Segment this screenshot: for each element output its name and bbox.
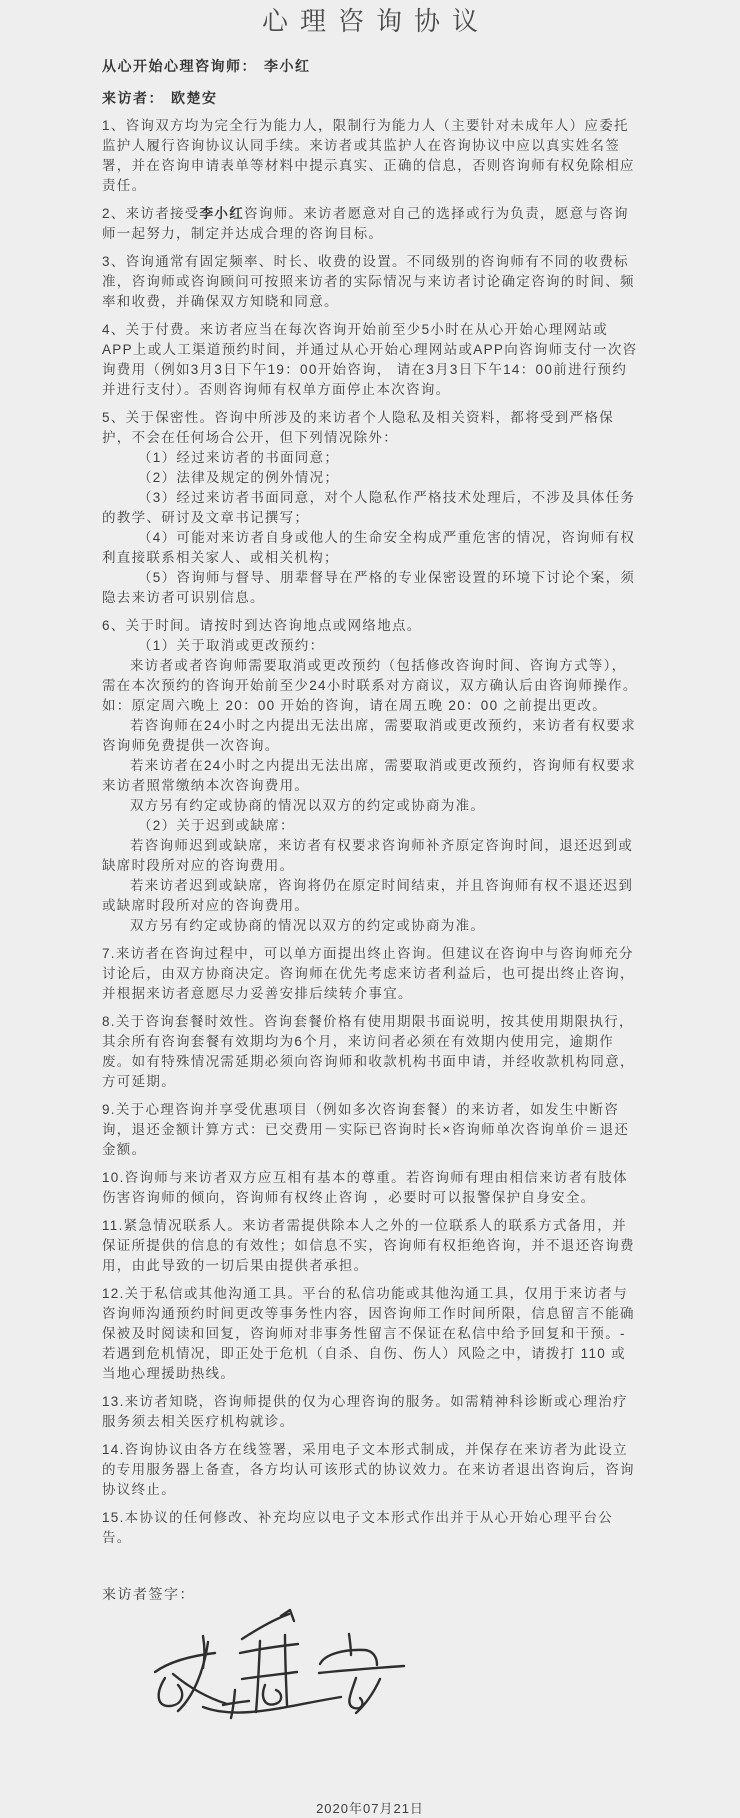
clauses-body: [102, 116, 638, 1548]
clause-2-pre: 2、来访者接受: [102, 206, 200, 221]
clause-6-sub2-p2: 若来访者迟到或缺席，咨询将仍在原定时间结束，并且咨询师有权不退还迟到或缺席时段所对应的咨询费用。: [102, 878, 634, 913]
clause-5-item-3: （3）经过来访者书面同意，对个人隐私作严格技术处理后，不涉及具体任务的教学、研讨及文章书记撰写；: [102, 490, 636, 525]
clause-6-sub1-p1: 来访者或者咨询师需要取消或更改预约（包括修改咨询时间、咨询方式等），需在本次预约的咨询开始前至少24小时联系对方商议，双方确认后由咨询师操作。如：原定周六晚上 20：00 开始的咨询，请在周五晚 20：00 之前提出更改。: [102, 658, 638, 713]
counselor-label: 从心开始心理咨询师：: [102, 58, 257, 74]
clause-6-sub1-p2: 若咨询师在24小时之内提出无法出席，需要取消或更改预约，来访者有权要求咨询师免费提供一次咨询。: [102, 718, 637, 753]
clause-5-item-4: （4）可能对来访者自身或他人的生命安全构成严重危害的情况，咨询师有权利直接联系相关家人、或相关机构；: [102, 530, 636, 565]
clause-1: 1、咨询双方均为完全行为能力人，限制行为能力人（主要针对未成年人）应委托监护人履行咨询协议认同手续。来访者或其监护人在咨询协议中应以真实姓名签署，并在咨询申请表单等材料中提示真实、正确的信息，否则咨询师有权免除相应责任。: [102, 118, 635, 193]
clause-13: 13.来访者知晓，咨询师提供的仅为心理咨询的服务。如需精神科诊断或心理治疗服务须去相关医疗机构就诊。: [102, 1394, 628, 1429]
clause-6: [102, 616, 638, 936]
clause-14: 14.咨询协议由各方在线签署，采用电子文本形式制成，并保存在来访者为此设立的专用服务器上备查，各方均认可该形式的协议效力。在来访者退出咨询后，咨询协议终止。: [102, 1442, 635, 1497]
clause-6-sub2-p1: 若咨询师迟到或缺席，来访者有权要求咨询师补齐原定咨询时间，退还迟到或缺席时段所对应的咨询费用。: [102, 838, 634, 873]
clause-6-sub1-head: （1）关于取消或更改预约：: [138, 638, 325, 653]
agreement-content: [102, 6, 638, 1776]
agreement-date: 2020年07月21日: [316, 1801, 424, 1816]
clause-6-sub1-note: 双方另有约定或协商的情况以双方的约定或协商为准。: [130, 798, 486, 813]
clause-12: 12.关于私信或其他沟通工具。平台的私信功能或其他沟通工具，仅用于来访者与咨询师沟通预约时间更改等事务性内容，因咨询师工作时间所限，信息留言不能确保被及时阅读和回复，咨询师对非事务性留言不保证在私信中给予回复和干预。- 若遇到危机情况，即正处于危机（自杀、自伤、伤人）风险之中，请拨打 110 或当地心理援助热线。: [102, 1286, 635, 1381]
clause-2-post: 咨询师。来访者愿意对自己的选择或行为负责，愿意与咨询师一起努力，制定并达成合理的咨询目标。: [102, 206, 629, 241]
counselor-name: 李小红: [264, 58, 311, 74]
client-name: 欧楚安: [171, 90, 218, 106]
signature-label: 来访者签字：: [102, 1586, 195, 1602]
clause-15: 15.本协议的任何修改、补充均应以电子文本形式作出并于从心开始心理平台公告。: [102, 1510, 614, 1545]
clause-5-item-1: （1）经过来访者的书面同意；: [138, 450, 340, 465]
clause-2-counselor-name: 李小红: [199, 206, 245, 221]
clause-5-head: 5、关于保密性。咨询中所涉及的来访者个人隐私及相关资料，都将受到严格保护，不会在任何场合公开，但下列情况除外：: [102, 410, 615, 445]
clause-10: 10.咨询师与来访者双方应互相有基本的尊重。若咨询师有理由相信来访者有肢体伤害咨询师的倾向，咨询师有权终止咨询 ，必要时可以报警保护自身安全。: [102, 1170, 628, 1205]
clause-6-head: 6、关于时间。请按时到达咨询地点或网络地点。: [102, 618, 422, 633]
clause-11: 11.紧急情况联系人。来访者需提供除本人之外的一位联系人的联系方式备用，并保证所提供的信息的有效性；如信息不实，咨询师有权拒绝咨询，并不退还咨询费用，由此导致的一切后果由提供者承担。: [102, 1218, 635, 1273]
clause-5: [102, 408, 638, 608]
clause-9: 9.关于心理咨询并享受优惠项目（例如多次咨询套餐）的来访者，如发生中断咨询，退还金额计算方式：已交费用－实际已咨询时长×咨询师单次咨询单价＝退还金额。: [102, 1102, 630, 1157]
clause-3: 3、咨询通常有固定频率、时长、收费的设置。不同级别的咨询师有不同的收费标准，咨询师或咨询顾问可按照来访者的实际情况与来访者讨论确定咨询的时间、频率和收费，并确保双方知晓和同意。: [102, 254, 635, 309]
client-signature: [140, 1608, 440, 1776]
page-title: 心理咨询协议: [261, 6, 490, 36]
clause-4: 4、关于付费。来访者应当在每次咨询开始前至少5小时在从心开始心理网站或APP上或人工渠道预约时间，并通过从心开始心理网站或APP向咨询师支付一次咨询费用（例如3月3日下午19：00开始咨询， 请在3月3日下午14：00前进行预约并进行支付）。否则咨询师有权单方面停止本次咨询。: [102, 322, 638, 397]
clause-5-item-2: （2）法律及规定的例外情况；: [138, 470, 340, 485]
clause-5-item-5: （5）咨询师与督导、朋辈督导在严格的专业保密设置的环境下讨论个案，须隐去来访者可识别信息。: [102, 570, 636, 605]
clause-7: 7.来访者在咨询过程中，可以单方面提出终止咨询。但建议在咨询中与咨询师充分讨论后，由双方协商决定。咨询师在优先考虑来访者利益后，也可提出终止咨询，并根据来访者意愿尽力妥善安排后续转介事宜。: [102, 946, 635, 1001]
clause-6-sub2-head: （2）关于迟到或缺席：: [138, 818, 295, 833]
clause-6-sub2-note: 双方另有约定或协商的情况以双方的约定或协商为准。: [130, 918, 486, 933]
client-line: [102, 88, 638, 108]
clause-2: [102, 204, 638, 244]
clause-8: 8.关于咨询套餐时效性。咨询套餐价格有使用期限书面说明，按其使用期限执行，其余所有咨询套餐有效期均为6个月，来访问者必须在有效期内使用完，逾期作废。如有特殊情况需延期必须向咨询师和收款机构书面申请，并经收款机构同意，方可延期。: [102, 1014, 635, 1089]
counselor-line: [102, 56, 638, 76]
clause-6-sub1-p3: 若来访者在24小时之内提出无法出席，需要取消或更改预约，咨询师有权要求来访者照常缴纳本次咨询费用。: [102, 758, 637, 793]
client-label: 来访者：: [102, 90, 164, 106]
